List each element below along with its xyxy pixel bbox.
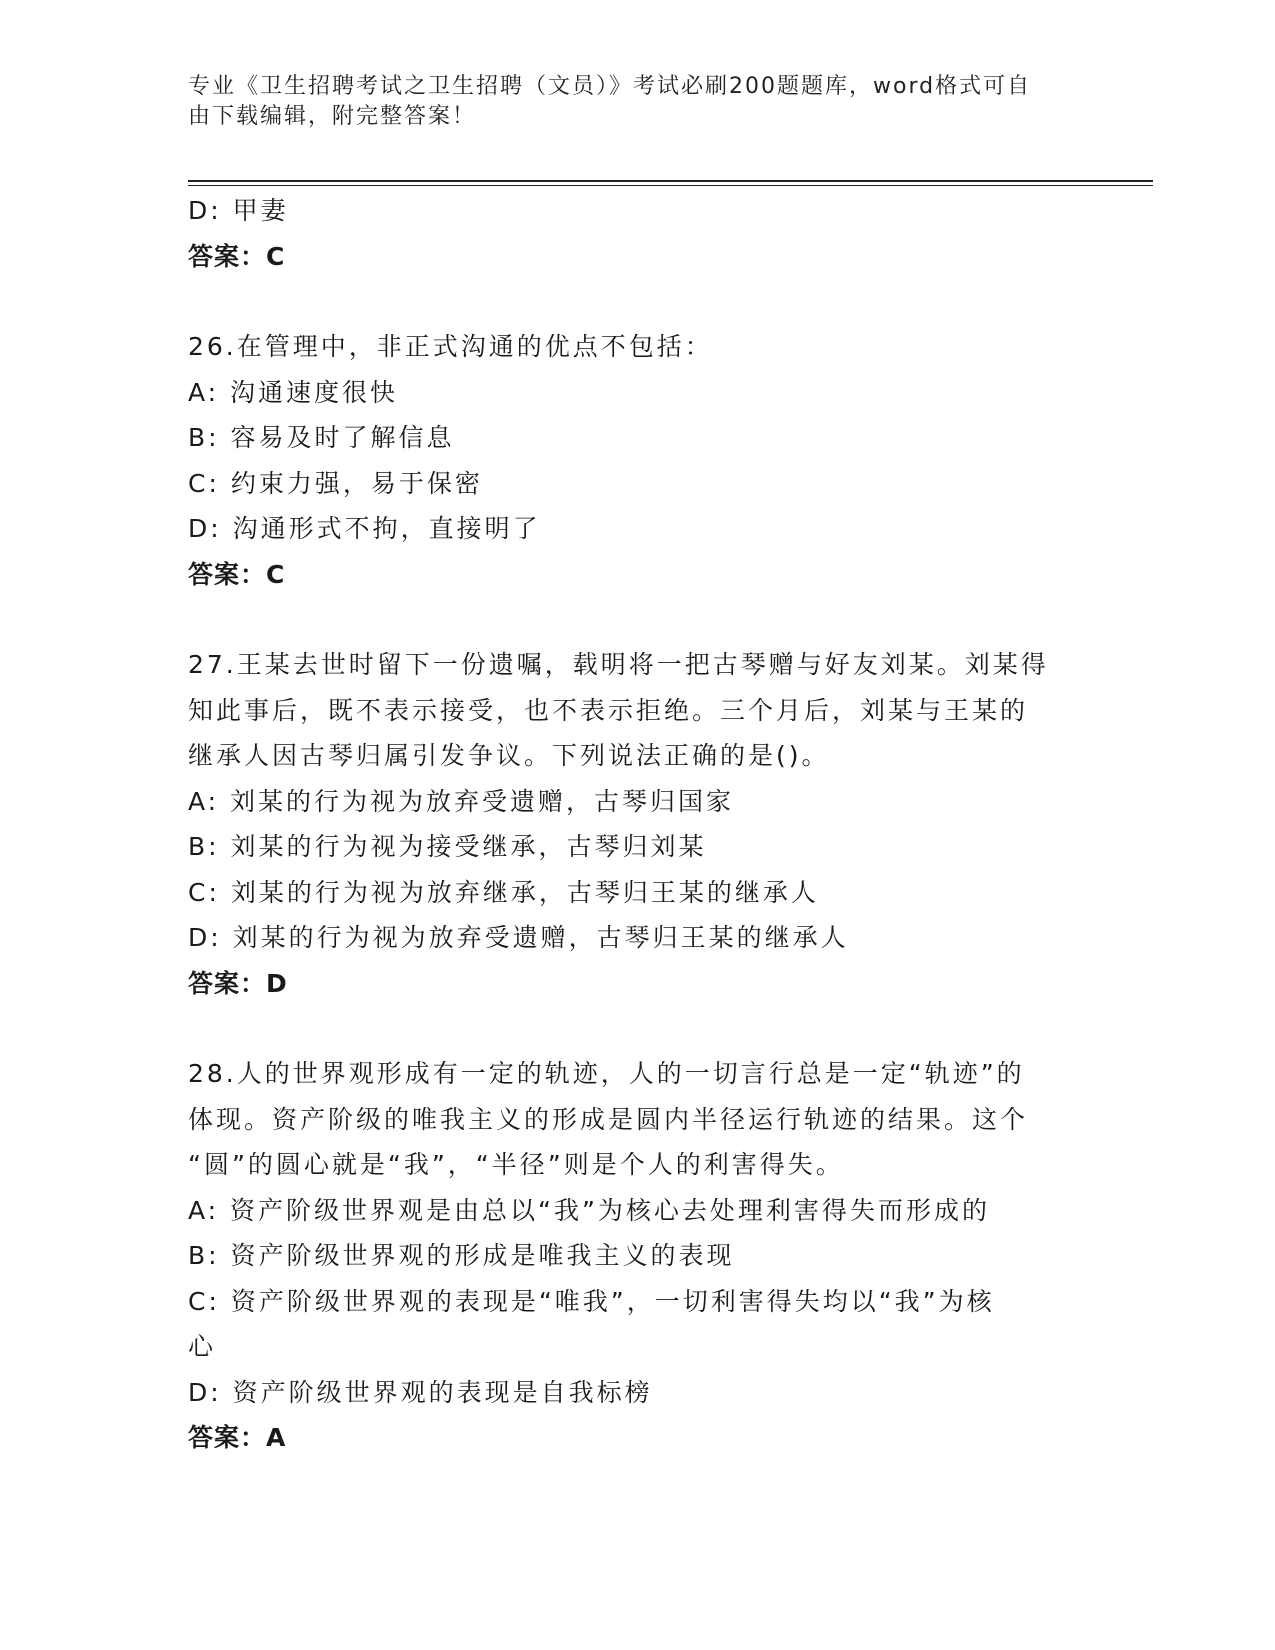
answer: 答案：C bbox=[188, 559, 286, 589]
question-stem: 知此事后，既不表示接受，也不表示拒绝。三个月后，刘某与王某的 bbox=[188, 695, 1029, 725]
answer: 答案：D bbox=[188, 968, 288, 998]
option-c-continued: 心 bbox=[188, 1332, 217, 1361]
option-c: C: 刘某的行为视为放弃继承，古琴归王某的继承人 bbox=[188, 877, 819, 907]
option-c: C: 资产阶级世界观的表现是“唯我”，一切利害得失均以“我”为核 bbox=[188, 1286, 995, 1316]
answer: 答案：C bbox=[188, 241, 286, 271]
spacer bbox=[188, 279, 1088, 324]
option-b: B: 刘某的行为视为接受继承，古琴归刘某 bbox=[188, 832, 707, 861]
header-line-2: 由下载编辑，附完整答案！ bbox=[188, 104, 477, 129]
question-stem: 体现。资产阶级的唯我主义的形成是圆内半径运行轨迹的结果。这个 bbox=[188, 1104, 1029, 1134]
answer: 答案：A bbox=[188, 1423, 287, 1452]
question-26 bbox=[188, 324, 1088, 597]
option-b: B: 容易及时了解信息 bbox=[188, 423, 455, 452]
option-d: D: 甲妻 bbox=[188, 196, 289, 225]
question-stem: 27.王某去世时留下一份遗嘱，载明将一把古琴赠与好友刘某。刘某得 bbox=[188, 650, 1049, 679]
option-d: D: 资产阶级世界观的表现是自我标榜 bbox=[188, 1377, 653, 1407]
question-stem: “圆”的圆心就是“我”，“半径”则是个人的利害得失。 bbox=[188, 1150, 844, 1179]
header-divider-thick bbox=[188, 180, 1153, 182]
option-d: D: 刘某的行为视为放弃受遗赠，古琴归王某的继承人 bbox=[188, 923, 849, 952]
question-stem: 继承人因古琴归属引发争议。下列说法正确的是()。 bbox=[188, 741, 830, 770]
question-25-tail bbox=[188, 188, 1088, 279]
question-28 bbox=[188, 1051, 1088, 1461]
spacer bbox=[188, 1006, 1088, 1051]
question-stem: 28.人的世界观形成有一定的轨迹，人的一切言行总是一定“轨迹”的 bbox=[188, 1059, 1025, 1088]
document-body bbox=[188, 188, 1088, 1461]
option-d: D: 沟通形式不拘，直接明了 bbox=[188, 514, 541, 543]
spacer bbox=[188, 597, 1088, 642]
option-c: C: 约束力强，易于保密 bbox=[188, 468, 483, 498]
header-line-1: 专业《卫生招聘考试之卫生招聘（文员）》考试必刷200题题库，word格式可自 bbox=[188, 74, 1032, 99]
header-divider-thin bbox=[188, 185, 1153, 186]
option-a: A: 沟通速度很快 bbox=[188, 377, 399, 407]
option-a: A: 资产阶级世界观是由总以“我”为核心去处理利害得失而形成的 bbox=[188, 1195, 990, 1225]
option-b: B: 资产阶级世界观的形成是唯我主义的表现 bbox=[188, 1241, 735, 1270]
document-header bbox=[188, 72, 1088, 132]
question-27 bbox=[188, 642, 1088, 1006]
question-stem: 26.在管理中，非正式沟通的优点不包括： bbox=[188, 332, 713, 361]
option-a: A: 刘某的行为视为放弃受遗赠，古琴归国家 bbox=[188, 786, 735, 816]
